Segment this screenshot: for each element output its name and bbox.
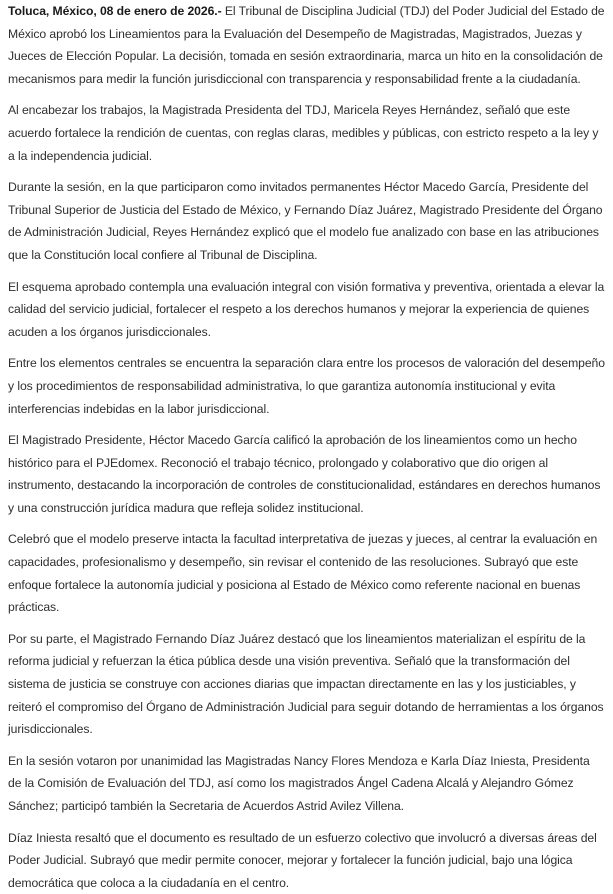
article-paragraph-1 [8,0,605,90]
article-paragraph-7: Celebró que el modelo preserve intacta la facultad interpretativa de juezas y jueces, al centrar la evaluación en capacidades, profesionalismo y desempeño, sin revisar el contenido de las resoluciones. Subrayó que este enfoque fortalece la autonomía judicial y posiciona al Estado de México como referente nacional en buenas prácticas. [8,532,598,615]
article-paragraph-8: Por su parte, el Magistrado Fernando Díaz Juárez destacó que los lineamientos materializan el espíritu de la reforma judicial y refuerzan la ética pública desde una visión preventiva. Señaló que la transformación del sistema de justicia se construye con acciones diarias que impactan directamente en las y los justiciables, y reiteró el compromiso del Órgano de Administración Judicial para seguir dotando de herramientas a los órganos jurisdiccionales. [8,631,604,737]
dateline: Toluca, México, 08 de enero de 2026.- [8,4,222,18]
article-paragraph-5: Entre los elementos centrales se encuentra la separación clara entre los procesos de valoración del desempeño y los procedimientos de responsabilidad administrativa, lo que garantiza autonomía institucional y evita interferencias indebidas en la labor jurisdiccional. [8,356,605,416]
article-paragraph-6: El Magistrado Presidente, Héctor Macedo García calificó la aprobación de los lineamientos como un hecho histórico para el PJEdomex. Reconoció el trabajo técnico, prolongado y colaborativo que dio origen al instrumento, destacando la incorporación de controles de constitucionalidad, estándares en derechos humanos y una construcción jurídica madura que refleja solidez institucional. [8,433,601,515]
article-paragraph-3: Durante la sesión, en la que participaron como invitados permanentes Héctor Macedo García, Presidente del Tribunal Superior de Justicia del Estado de México, y Fernando Díaz Juárez, Magistrado Presidente del Órgano de Administración Judicial, Reyes Hernández explicó que el modelo fue analizado con base en las atribuciones que la Constitución local confiere al Tribunal de Disciplina. [8,180,603,262]
paragraph-text: El Tribunal de Disciplina Judicial (TDJ) del Poder Judicial del Estado de México aprobó los Lineamientos para la Evaluación del Desempeño de Magistradas, Magistrados, Juezas y Jueces de Elección Popular. La decisión, tomada en sesión extraordinaria, marca un hito en la consolidación de mecanismos para medir la función jurisdiccional con transparencia y responsabilidad frente a la ciudadanía. [8,4,605,86]
article-paragraph-2: Al encabezar los trabajos, la Magistrada Presidenta del TDJ, Maricela Reyes Hernández, señaló que este acuerdo fortalece la rendición de cuentas, con reglas claras, medibles y públicas, con estricto respeto a la ley y a la independencia judicial. [8,103,599,163]
article-paragraph-4: El esquema aprobado contempla una evaluación integral con visión formativa y preventiva, orientada a elevar la calidad del servicio judicial, fortalecer el respeto a los derechos humanos y mejorar la experiencia de quienes acuden a los órganos jurisdiccionales. [8,279,605,339]
article-paragraph-9: En la sesión votaron por unanimidad las Magistradas Nancy Flores Mendoza e Karla Díaz Iniesta, Presidenta de la Comisión de Evaluación del TDJ, así como los magistrados Ángel Cadena Alcalá y Alejandro Gómez Sánchez; participó también la Secretaria de Acuerdos Astrid Avilez Villena. [8,753,590,813]
article-paragraph-10: Díaz Iniesta resaltó que el documento es resultado de un esfuerzo colectivo que involucró a diversas áreas del Poder Judicial. Subrayó que medir permite conocer, mejorar y fortalecer la función judicial, bajo una lógica democrática que coloca a la ciudadanía en el centro. [8,830,597,890]
